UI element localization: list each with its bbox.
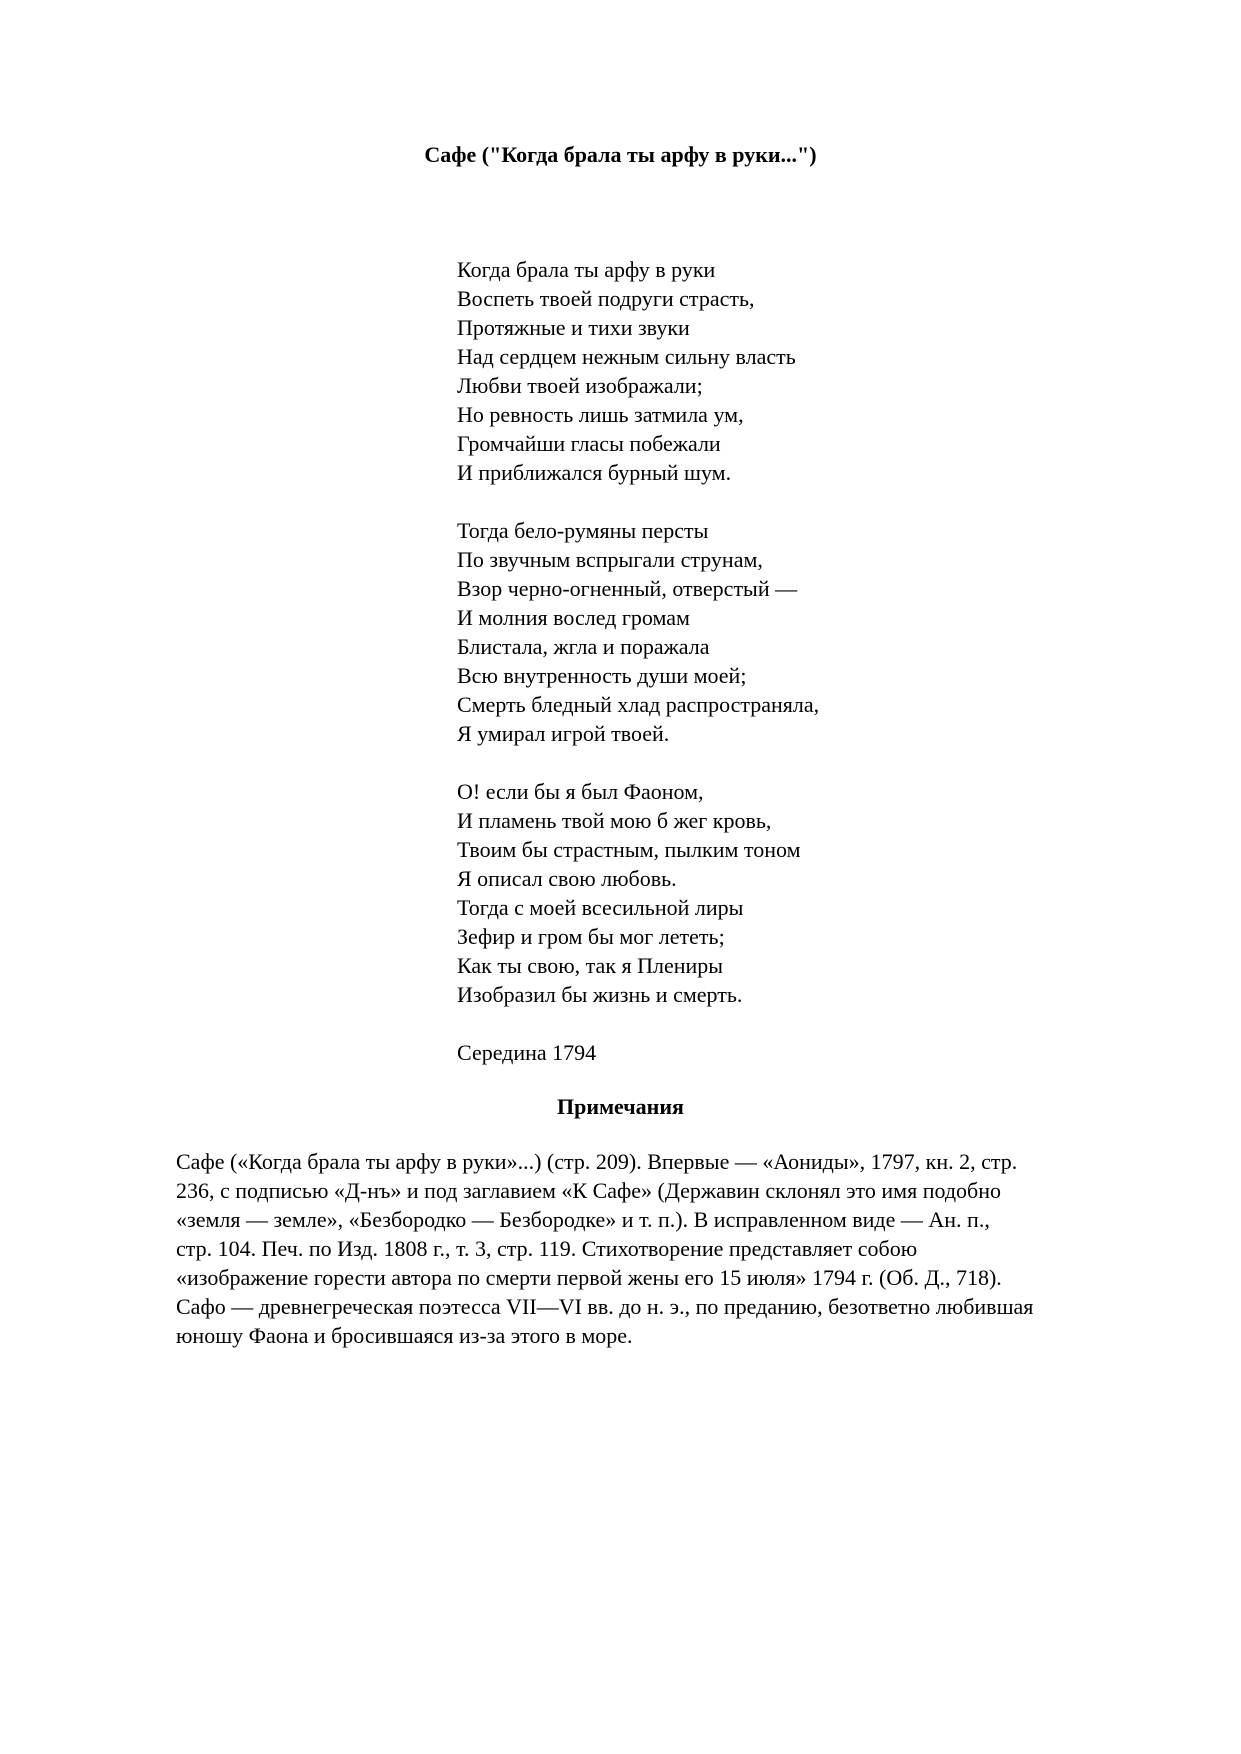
poem-line: Над сердцем нежным сильну власть	[457, 344, 796, 369]
poem-line: Протяжные и тихи звуки	[457, 315, 690, 340]
notes-body	[176, 1147, 1156, 1350]
poem-line: И приближался бурный шум.	[457, 460, 732, 485]
poem-line: По звучным вспрыгали струнам,	[457, 547, 763, 572]
poem-line: Зефир и гром бы мог лететь;	[457, 924, 725, 949]
stanza-1	[457, 255, 1057, 487]
poem-line: Взор черно-огненный, отверстый —	[457, 576, 798, 601]
poem-line: Громчайши гласы побежали	[457, 431, 721, 456]
poem-line: Когда брала ты арфу в руки	[457, 257, 716, 282]
poem-line: Всю внутренность души моей;	[457, 663, 747, 688]
poem-line: И пламень твой мою б жег кровь,	[457, 808, 772, 833]
poem-line: Как ты свою, так я Плениры	[457, 953, 724, 978]
notes-line: юношу Фаона и бросившаяся из-за этого в море.	[176, 1323, 633, 1348]
poem-line: Изобразил бы жизнь и смерть.	[457, 982, 743, 1007]
poem-line: И молния вослед громам	[457, 605, 690, 630]
notes-line: «земля — земле», «Безбородко — Безбородке» и т. п.). В исправленном виде — Ан. п.,	[176, 1207, 990, 1232]
poem-line: Но ревность лишь затмила ум,	[457, 402, 744, 427]
poem-line: Я описал свою любовь.	[457, 866, 677, 891]
notes-line: 236, с подписью «Д-нъ» и под заглавием «К Сафе» (Державин склонял это имя подобно	[176, 1178, 1001, 1203]
poem-line: Смерть бледный хлад распространяла,	[457, 692, 820, 717]
poem-body	[457, 255, 1057, 1067]
poem-line: Я умирал игрой твоей.	[457, 721, 670, 746]
poem-line: Воспеть твоей подруги страсть,	[457, 286, 755, 311]
poem-line: Твоим бы страстным, пылким тоном	[457, 837, 801, 862]
notes-heading: Примечания	[557, 1094, 684, 1119]
notes-line: Сафе («Когда брала ты арфу в руки»...) (стр. 209). Впервые — «Аониды», 1797, кн. 2, стр.	[176, 1149, 1018, 1174]
poem-line: Тогда бело-румяны персты	[457, 518, 709, 543]
stanza-3	[457, 777, 1057, 1009]
poem-line: Любви твоей изображали;	[457, 373, 703, 398]
poem-line: Тогда с моей всесильной лиры	[457, 895, 744, 920]
poem-date: Середина 1794	[457, 1040, 597, 1065]
notes-line: Сафо — древнегреческая поэтесса VII—VI вв. до н. э., по преданию, безответно любившая	[176, 1294, 1034, 1319]
stanza-2	[457, 516, 1057, 748]
notes-line: стр. 104. Печ. по Изд. 1808 г., т. 3, стр. 119. Стихотворение представляет собою	[176, 1236, 918, 1261]
poem-title: Сафе ("Когда брала ты арфу в руки...")	[424, 142, 817, 167]
poem-line: О! если бы я был Фаоном,	[457, 779, 704, 804]
notes-line: «изображение горести автора по смерти первой жены его 15 июля» 1794 г. (Об. Д., 718).	[176, 1265, 1002, 1290]
poem-line: Блистала, жгла и поражала	[457, 634, 710, 659]
